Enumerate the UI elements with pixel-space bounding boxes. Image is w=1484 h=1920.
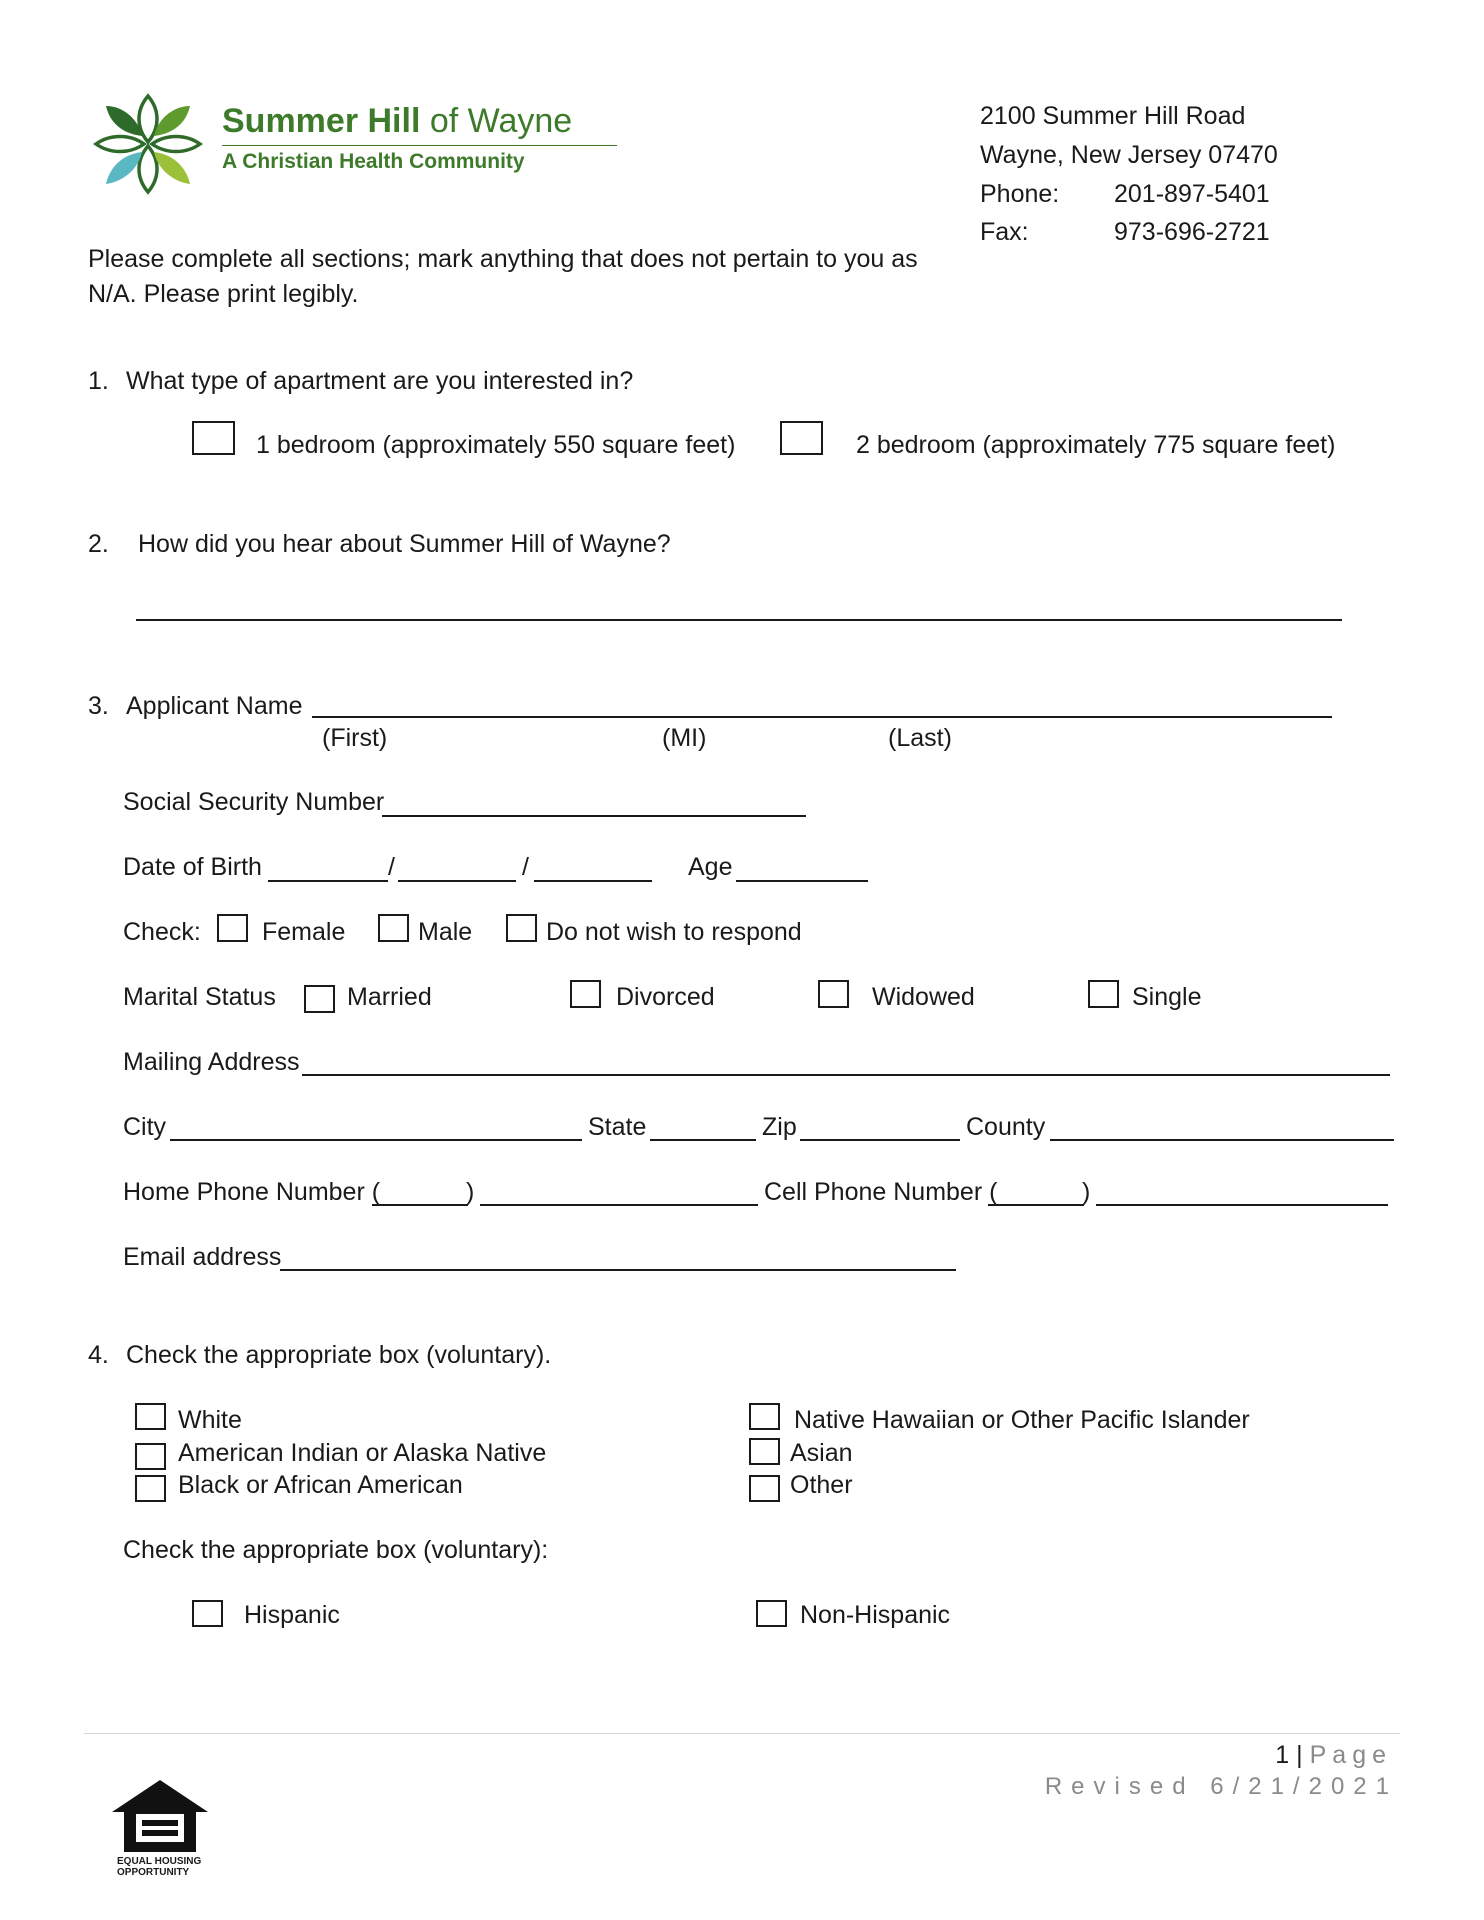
divorced-checkbox[interactable] [570, 980, 601, 1008]
gender-check-label: Check: [123, 918, 201, 946]
ethnicity-question: Check the appropriate box (voluntary): [123, 1536, 549, 1564]
county-input[interactable] [1050, 1139, 1394, 1141]
hispanic-checkbox[interactable] [192, 1600, 223, 1627]
page-separator: | [1296, 1741, 1303, 1769]
page-number: 1 [1275, 1741, 1290, 1769]
county-label: County [966, 1113, 1046, 1141]
brand-name-of: of Wayne [429, 102, 573, 140]
logo [92, 92, 622, 202]
instructions-line-2: N/A. Please print legibly. [88, 280, 359, 308]
american-indian-label: American Indian or Alaska Native [178, 1439, 547, 1467]
phone-label: Phone: [980, 180, 1060, 208]
zip-label: Zip [762, 1113, 797, 1141]
referral-source-input[interactable] [136, 619, 1342, 621]
white-label: White [178, 1406, 242, 1434]
brand-name [222, 102, 572, 140]
phone-number: 201-897-5401 [1114, 180, 1270, 208]
asian-checkbox[interactable] [749, 1438, 780, 1465]
footer-divider [84, 1733, 1400, 1734]
first-name-caption: (First) [322, 724, 388, 752]
dob-year-input[interactable] [534, 880, 652, 882]
home-phone-area-code-input[interactable] [372, 1204, 468, 1206]
single-label: Single [1132, 983, 1202, 1011]
hawaiian-label: Native Hawaiian or Other Pacific Islander [794, 1406, 1250, 1434]
q4-number: 4. [88, 1341, 109, 1369]
brand-divider [222, 145, 617, 146]
dob-slash-2: / [522, 853, 529, 881]
page-label: Page [1309, 1741, 1392, 1769]
fax-label: Fax: [980, 218, 1029, 246]
widowed-label: Widowed [872, 983, 975, 1011]
fax-number: 973-696-2721 [1114, 218, 1270, 246]
divorced-label: Divorced [616, 983, 715, 1011]
eho-line-2: OPPORTUNITY [117, 1867, 190, 1878]
equal-housing-icon [108, 1776, 212, 1858]
other-label: Other [790, 1471, 853, 1499]
mailing-address-input[interactable] [302, 1074, 1390, 1076]
hispanic-label: Hispanic [244, 1601, 340, 1629]
dob-slash-1: / [388, 853, 395, 881]
cell-phone-close-paren: ) [1082, 1178, 1091, 1206]
instructions-line-1: Please complete all sections; mark anything that does not pertain to you as [88, 245, 918, 273]
white-checkbox[interactable] [135, 1403, 166, 1430]
dob-month-input[interactable] [268, 880, 388, 882]
ssn-input[interactable] [382, 815, 806, 817]
q2-question: How did you hear about Summer Hill of Wayne? [138, 530, 671, 558]
cell-phone-label: Cell Phone Number ( [764, 1178, 998, 1206]
home-phone-input[interactable] [480, 1204, 758, 1206]
dob-label: Date of Birth [123, 853, 262, 881]
city-label: City [123, 1113, 167, 1141]
non-hispanic-checkbox[interactable] [756, 1600, 787, 1627]
hawaiian-checkbox[interactable] [749, 1403, 780, 1430]
state-input[interactable] [650, 1139, 756, 1141]
male-checkbox[interactable] [378, 914, 409, 942]
cell-phone-input[interactable] [1096, 1204, 1388, 1206]
one-bedroom-checkbox[interactable] [192, 421, 235, 455]
age-input[interactable] [736, 880, 868, 882]
address-city-state: Wayne, New Jersey 07470 [980, 141, 1278, 169]
applicant-name-label: Applicant Name [126, 692, 303, 720]
two-bedroom-checkbox[interactable] [780, 421, 823, 455]
married-label: Married [347, 983, 432, 1011]
non-hispanic-label: Non-Hispanic [800, 1601, 951, 1629]
middle-initial-caption: (MI) [662, 724, 707, 752]
american-indian-checkbox[interactable] [135, 1443, 166, 1470]
female-label: Female [262, 918, 346, 946]
q1-question: What type of apartment are you interested in? [126, 367, 634, 395]
last-name-caption: (Last) [888, 724, 952, 752]
home-phone-label: Home Phone Number ( [123, 1178, 381, 1206]
married-checkbox[interactable] [304, 985, 335, 1013]
other-checkbox[interactable] [749, 1475, 780, 1502]
q4-question: Check the appropriate box (voluntary). [126, 1341, 552, 1369]
state-label: State [588, 1113, 647, 1141]
male-label: Male [418, 918, 473, 946]
email-input[interactable] [280, 1269, 956, 1271]
city-input[interactable] [170, 1139, 582, 1141]
marital-status-label: Marital Status [123, 983, 276, 1011]
no-respond-label: Do not wish to respond [546, 918, 802, 946]
q1-number: 1. [88, 367, 109, 395]
female-checkbox[interactable] [217, 914, 248, 942]
revised-date: Revised 6/21/2021 [1044, 1773, 1398, 1800]
brand-name-main: Summer Hill [222, 102, 421, 140]
applicant-name-input[interactable] [312, 716, 1332, 718]
brand-tagline: A Christian Health Community [222, 150, 525, 173]
dob-day-input[interactable] [398, 880, 516, 882]
q3-number: 3. [88, 692, 109, 720]
black-checkbox[interactable] [135, 1475, 166, 1502]
ssn-label: Social Security Number [123, 788, 385, 816]
flower-logo-icon [92, 92, 204, 196]
page-indicator [1275, 1740, 1392, 1770]
eho-line-1: EQUAL HOUSING [117, 1856, 202, 1867]
mailing-address-label: Mailing Address [123, 1048, 300, 1076]
cell-phone-area-code-input[interactable] [988, 1204, 1084, 1206]
home-phone-close-paren: ) [466, 1178, 475, 1206]
two-bedroom-label: 2 bedroom (approximately 775 square feet) [856, 431, 1336, 459]
no-respond-checkbox[interactable] [506, 914, 537, 942]
widowed-checkbox[interactable] [818, 980, 849, 1008]
equal-housing-logo [108, 1776, 212, 1880]
asian-label: Asian [790, 1439, 853, 1467]
q2-number: 2. [88, 530, 109, 558]
one-bedroom-label: 1 bedroom (approximately 550 square feet) [256, 431, 736, 459]
black-label: Black or African American [178, 1471, 463, 1499]
age-label: Age [688, 853, 733, 881]
email-label: Email address [123, 1243, 282, 1271]
address-street: 2100 Summer Hill Road [980, 102, 1246, 130]
zip-input[interactable] [800, 1139, 960, 1141]
single-checkbox[interactable] [1088, 980, 1119, 1008]
